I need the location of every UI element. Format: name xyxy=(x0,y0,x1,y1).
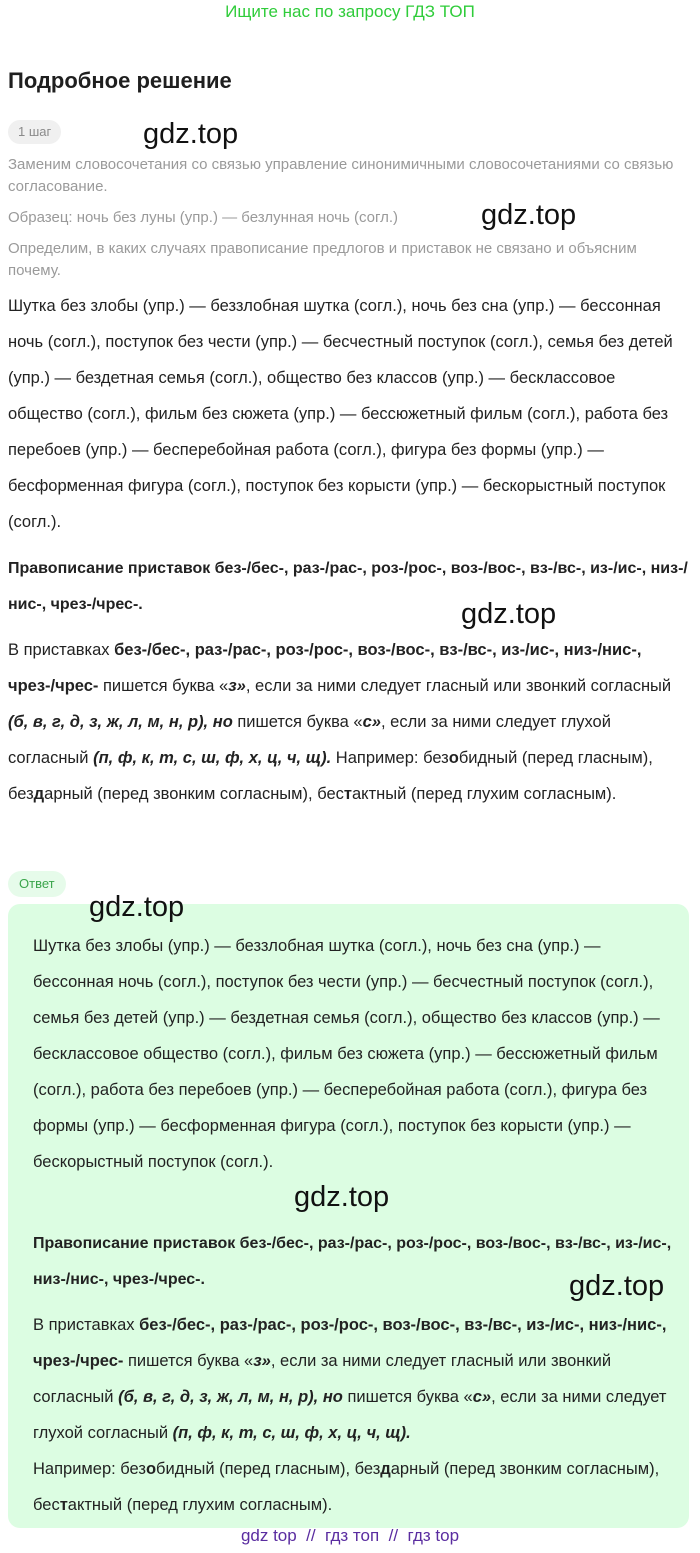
instruction-text: Заменим словосочетания со связью управление синонимичными словосочетаниями со связью согласование. xyxy=(8,156,674,195)
rule-text: В приставках без-/бес-, раз-/рас-, роз-/рос-, воз-/вос-, вз-/вс-, из-/ис-, низ-/нис-, чрез-/чрес- пишется буква «з», если за ними следует гласный или звонкий согласный (б, в, г, д, з, ж, л, м, н, р), но пишется буква «с», если за ними следует глухой согласный (п, ф, к, т, с, ш, ф, х, ц, ч, щ). Например: безобидный (перед гласным), бездарный (перед звонким согласным), бестактный (перед глухим согласным). xyxy=(8,641,672,803)
top-banner: Ищите нас по запросу ГДЗ ТОП xyxy=(225,2,475,21)
answer-badge: Ответ xyxy=(8,871,66,897)
watermark: gdz.top xyxy=(569,1270,665,1302)
watermark: gdz.top xyxy=(481,199,577,231)
footer-links[interactable]: gdz top // гдз топ // гдз top xyxy=(240,1526,460,1545)
watermark: gdz.top xyxy=(461,598,557,630)
step-badge: 1 шаг xyxy=(8,120,61,144)
watermark: gdz.top xyxy=(143,118,239,150)
answer-pairs: Шутка без злобы (упр.) — беззлобная шутка (согл.), ночь без сна (упр.) — бессонная ночь (согл.), поступок без чести (упр.) — бесчестный поступок (согл.), семья без детей (упр.) — бездетная семья (согл.), общество без классов (упр.) — бесклассовое общество (согл.), фильм без сюжета (упр.) — бессюжетный фильм (согл.), работа без перебоев (упр.) — бесперебойная работа (согл.), фигура без формы (упр.) — бесформенная фигура (согл.), поступок без корысти (упр.) — бескорыстный поступок (согл.). xyxy=(33,937,660,1171)
answer-rule-text: В приставках без-/бес-, раз-/рас-, роз-/рос-, воз-/вос-, вз-/вс-, из-/ис-, низ-/нис-, чрез-/чрес- пишется буква «з», если за ними следует гласный или звонкий согласный (б, в, г, д, з, ж, л, м, н, р), но пишется буква «с», если за ними следует глухой согласный (п, ф, к, т, с, ш, ф, х, ц, ч, щ). Например: безобидный (перед гласным), бездарный (перед звонким согласным), бестактный (перед глухим согласным). xyxy=(33,1316,667,1514)
watermark: gdz.top xyxy=(89,891,185,923)
section-title: Подробное решение xyxy=(8,68,232,93)
solution-pairs: Шутка без злобы (упр.) — беззлобная шутка (согл.), ночь без сна (упр.) — бессонная ночь (согл.), поступок без чести (упр.) — бесчестный поступок (согл.), семья без детей (упр.) — бездетная семья (согл.), общество без классов (упр.) — бесклассовое общество (согл.), фильм без сюжета (упр.) — бессюжетный фильм (согл.), работа без перебоев (упр.) — бесперебойная работа (согл.), фигура без формы (упр.) — бесформенная фигура (согл.), поступок без корысти (упр.) — бескорыстный поступок (согл.). xyxy=(8,297,673,531)
instruction-text: Определим, в каких случаях правописание предлогов и приставок не связано и объясним почему. xyxy=(8,240,637,279)
answer-rule-heading: Правописание приставок без-/бес-, раз-/рас-, роз-/рос-, воз-/вос-, вз-/вс-, из-/ис-, низ-/нис-, чрез-/чрес-. xyxy=(33,1235,672,1288)
rule-heading: Правописание приставок без-/бес-, раз-/рас-, роз-/рос-, воз-/вос-, вз-/вс-, из-/ис-, низ-/нис-, чрез-/чрес-. xyxy=(8,560,688,613)
instruction-example: Образец: ночь без луны (упр.) — безлунная ночь (согл.) xyxy=(8,209,399,226)
watermark: gdz.top xyxy=(294,1181,390,1213)
